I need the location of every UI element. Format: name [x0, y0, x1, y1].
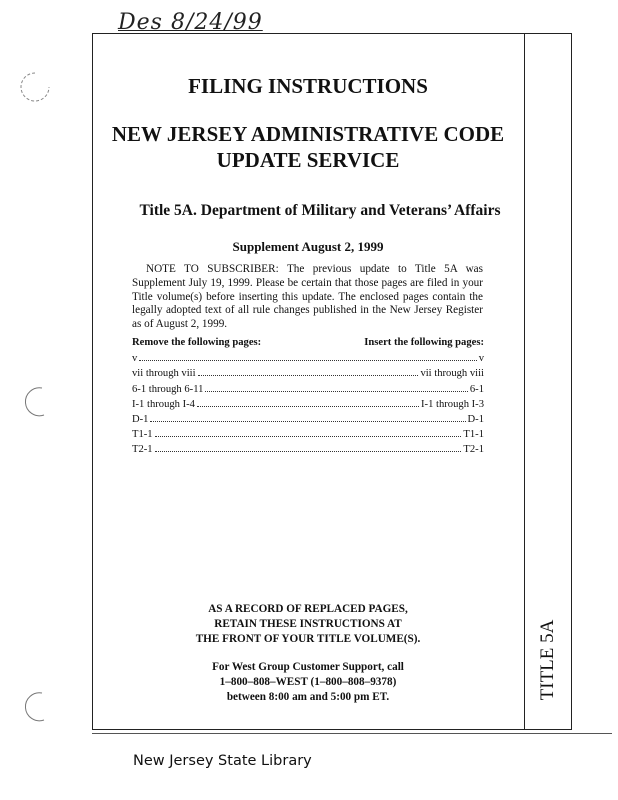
- insert-pages: T2-1: [463, 444, 484, 456]
- insert-pages: vii through viii: [420, 368, 484, 380]
- remove-pages: v: [132, 353, 138, 365]
- table-row: [132, 382, 484, 397]
- support-line-3: between 8:00 am and 5:00 pm ET.: [226, 691, 390, 703]
- retain-line-3: THE FRONT OF YOUR TITLE VOLUME(S).: [195, 633, 421, 645]
- customer-support: [92, 660, 524, 705]
- remove-pages: T2-1: [132, 444, 153, 456]
- insert-pages: D-1: [467, 414, 484, 426]
- support-line-1: For West Group Customer Support, call: [212, 661, 404, 673]
- punch-hole-middle: [20, 385, 50, 419]
- remove-pages: D-1: [132, 414, 149, 426]
- table-row: [132, 412, 484, 427]
- leader-dots: [155, 442, 462, 452]
- subtitle-line-1: NEW JERSEY ADMINISTRATIVE CODE: [111, 122, 505, 146]
- page-title: FILING INSTRUCTIONS: [188, 74, 428, 98]
- support-line-2: 1–800–808–WEST (1–800–808–9378): [219, 676, 397, 688]
- remove-header: Remove the following pages:: [132, 337, 262, 348]
- leader-dots: [198, 366, 419, 376]
- bottom-rule: [92, 733, 612, 734]
- leader-dots: [155, 427, 462, 437]
- insert-pages: 6-1: [469, 383, 484, 395]
- pages-table: [132, 336, 484, 458]
- pages-table-header: [132, 336, 484, 350]
- note-to-subscriber: [132, 263, 483, 332]
- page-subtitle: [92, 121, 524, 173]
- retain-line-1: AS A RECORD OF REPLACED PAGES,: [208, 603, 408, 615]
- spine-label: TITLE 5A: [537, 619, 558, 701]
- punch-hole-top: [18, 70, 52, 104]
- library-stamp: New Jersey State Library: [133, 753, 312, 769]
- insert-pages: v: [478, 353, 484, 365]
- supplement-date: Supplement August 2, 1999: [232, 239, 384, 254]
- leader-dots: [197, 397, 419, 407]
- retain-instructions: [92, 602, 524, 647]
- note-text: NOTE TO SUBSCRIBER: The previous update to Title 5A was Supplement July 19, 1999. Please be certain that those pages are filed in your Title volume(s) before inserting this update. The enclosed pages contain the legally adopted text of all rule changes published in the New Jersey Register as of August 2, 1999.: [132, 263, 483, 331]
- handwritten-date-note: Des 8/24/99: [118, 10, 263, 35]
- remove-pages: I-1 through I-4: [132, 398, 195, 410]
- leader-dots: [139, 351, 476, 361]
- table-row: [132, 366, 484, 381]
- table-row: [132, 442, 484, 457]
- table-row: [132, 351, 484, 366]
- insert-header: Insert the following pages:: [364, 337, 484, 348]
- insert-pages: I-1 through I-3: [421, 398, 484, 410]
- punch-hole-bottom: [20, 690, 50, 724]
- table-row: [132, 397, 484, 412]
- insert-pages: T1-1: [463, 429, 484, 441]
- leader-dots: [150, 412, 465, 422]
- pages-table-rows: [132, 351, 484, 457]
- remove-pages: 6-1 through 6-11: [132, 383, 204, 395]
- subtitle-line-2: UPDATE SERVICE: [216, 148, 400, 172]
- leader-dots: [205, 382, 467, 392]
- title-section-heading: Title 5A. Department of Military and Veterans’ Affairs: [139, 202, 501, 219]
- retain-line-2: RETAIN THESE INSTRUCTIONS AT: [214, 618, 402, 630]
- table-row: [132, 427, 484, 442]
- remove-pages: T1-1: [132, 429, 153, 441]
- remove-pages: vii through viii: [132, 368, 196, 380]
